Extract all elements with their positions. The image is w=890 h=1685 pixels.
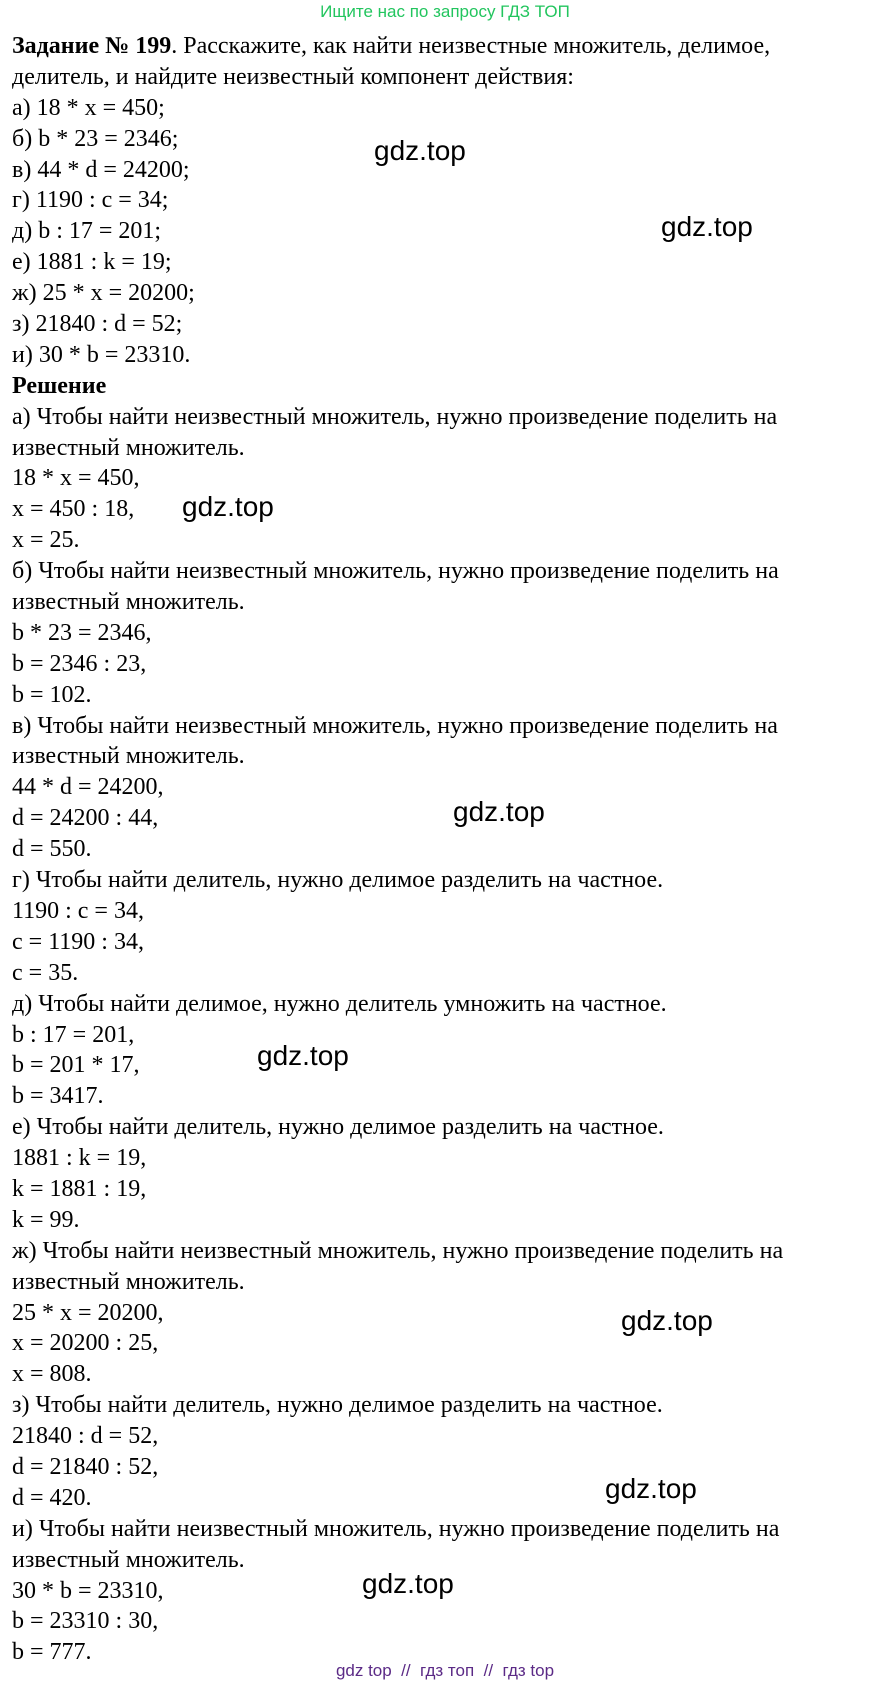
solution-line: k = 99. bbox=[12, 1206, 80, 1233]
solution-line: x = 25. bbox=[12, 527, 80, 554]
task-prompt-part2: делитель, и найдите неизвестный компонент действия: bbox=[12, 63, 574, 90]
solution-line: b = 23310 : 30, bbox=[12, 1608, 159, 1635]
footer-separator: // bbox=[474, 1661, 503, 1680]
solution-line: известный множитель. bbox=[12, 589, 245, 616]
solution-line: известный множитель. bbox=[12, 434, 245, 461]
solution-line: b = 777. bbox=[12, 1639, 92, 1666]
footer-separator: // bbox=[391, 1661, 421, 1680]
watermark: gdz.top bbox=[182, 491, 274, 522]
task-item: д) b : 17 = 201; bbox=[12, 218, 162, 245]
watermark: gdz.top bbox=[605, 1473, 697, 1504]
solution-line: известный множитель. bbox=[12, 1546, 245, 1573]
solution-line: 30 * b = 23310, bbox=[12, 1577, 164, 1604]
task-heading-line bbox=[12, 31, 887, 62]
solution-line: 44 * d = 24200, bbox=[12, 774, 164, 801]
task-item: б) b * 23 = 2346; bbox=[12, 125, 179, 152]
footer-links bbox=[0, 1660, 890, 1682]
solution-lines bbox=[12, 402, 887, 1669]
solution-line: b : 17 = 201, bbox=[12, 1021, 135, 1048]
solution-line: d = 21840 : 52, bbox=[12, 1453, 159, 1480]
task-title: Задание № 199 bbox=[12, 33, 172, 59]
solution-line: ж) Чтобы найти неизвестный множитель, нужно произведение поделить на bbox=[12, 1237, 784, 1264]
solution-line: d = 420. bbox=[12, 1484, 92, 1511]
solution-line: d = 550. bbox=[12, 836, 92, 863]
watermark: gdz.top bbox=[257, 1040, 349, 1071]
solution-line: известный множитель. bbox=[12, 1268, 245, 1295]
task-item: и) 30 * b = 23310. bbox=[12, 341, 191, 368]
solution-line: 1881 : k = 19, bbox=[12, 1145, 147, 1172]
footer-link-gdz-top-ru[interactable]: гдз топ bbox=[420, 1661, 475, 1680]
task-item: е) 1881 : k = 19; bbox=[12, 249, 172, 276]
task-item: в) 44 * d = 24200; bbox=[12, 156, 190, 183]
solution-line: в) Чтобы найти неизвестный множитель, нужно произведение поделить на bbox=[12, 712, 778, 739]
solution-line: г) Чтобы найти делитель, нужно делимое разделить на частное. bbox=[12, 867, 664, 894]
footer-link-gdz-top-mixed[interactable]: гдз top bbox=[502, 1661, 555, 1680]
task-item: а) 18 * x = 450; bbox=[12, 94, 165, 121]
solution-line: c = 35. bbox=[12, 959, 79, 986]
solution-line: известный множитель. bbox=[12, 743, 245, 770]
solution-line: c = 1190 : 34, bbox=[12, 928, 144, 955]
document-body bbox=[12, 31, 887, 1668]
solution-line: д) Чтобы найти делимое, нужно делитель умножить на частное. bbox=[12, 990, 667, 1017]
watermark: gdz.top bbox=[453, 796, 545, 827]
top-banner bbox=[0, 0, 890, 24]
solution-line: b = 3417. bbox=[12, 1083, 104, 1110]
solution-line: d = 24200 : 44, bbox=[12, 805, 159, 832]
watermark: gdz.top bbox=[362, 1568, 454, 1599]
task-item: ж) 25 * x = 20200; bbox=[12, 280, 195, 307]
task-item: з) 21840 : d = 52; bbox=[12, 311, 183, 338]
solution-line: b = 2346 : 23, bbox=[12, 650, 147, 677]
solution-line: k = 1881 : 19, bbox=[12, 1175, 147, 1202]
solution-heading: Решение bbox=[12, 372, 107, 399]
watermark: gdz.top bbox=[621, 1305, 713, 1336]
solution-line: и) Чтобы найти неизвестный множитель, нужно произведение поделить на bbox=[12, 1515, 780, 1542]
solution-line: 25 * x = 20200, bbox=[12, 1299, 164, 1326]
banner-text[interactable]: Ищите нас по запросу ГДЗ ТОП bbox=[320, 2, 570, 21]
solution-line: 1190 : c = 34, bbox=[12, 897, 144, 924]
solution-line: з) Чтобы найти делитель, нужно делимое разделить на частное. bbox=[12, 1392, 663, 1419]
solution-line: x = 20200 : 25, bbox=[12, 1330, 159, 1357]
task-item: г) 1190 : c = 34; bbox=[12, 187, 169, 214]
solution-line: b = 102. bbox=[12, 681, 92, 708]
watermark: gdz.top bbox=[661, 211, 753, 242]
solution-line: 18 * x = 450, bbox=[12, 465, 140, 492]
watermark: gdz.top bbox=[374, 135, 466, 166]
solution-line: е) Чтобы найти делитель, нужно делимое разделить на частное. bbox=[12, 1114, 664, 1141]
solution-line: 21840 : d = 52, bbox=[12, 1423, 159, 1450]
solution-line: x = 808. bbox=[12, 1361, 92, 1388]
solution-line: b * 23 = 2346, bbox=[12, 619, 152, 646]
solution-line: а) Чтобы найти неизвестный множитель, нужно произведение поделить на bbox=[12, 403, 778, 430]
task-prompt-part1: . Расскажите, как найти неизвестные множитель, делимое, bbox=[171, 33, 771, 59]
solution-line: b = 201 * 17, bbox=[12, 1052, 140, 1079]
solution-line: б) Чтобы найти неизвестный множитель, нужно произведение поделить на bbox=[12, 558, 779, 585]
solution-line: x = 450 : 18, bbox=[12, 496, 135, 523]
footer-link-gdz-top[interactable]: gdz top bbox=[335, 1661, 392, 1680]
